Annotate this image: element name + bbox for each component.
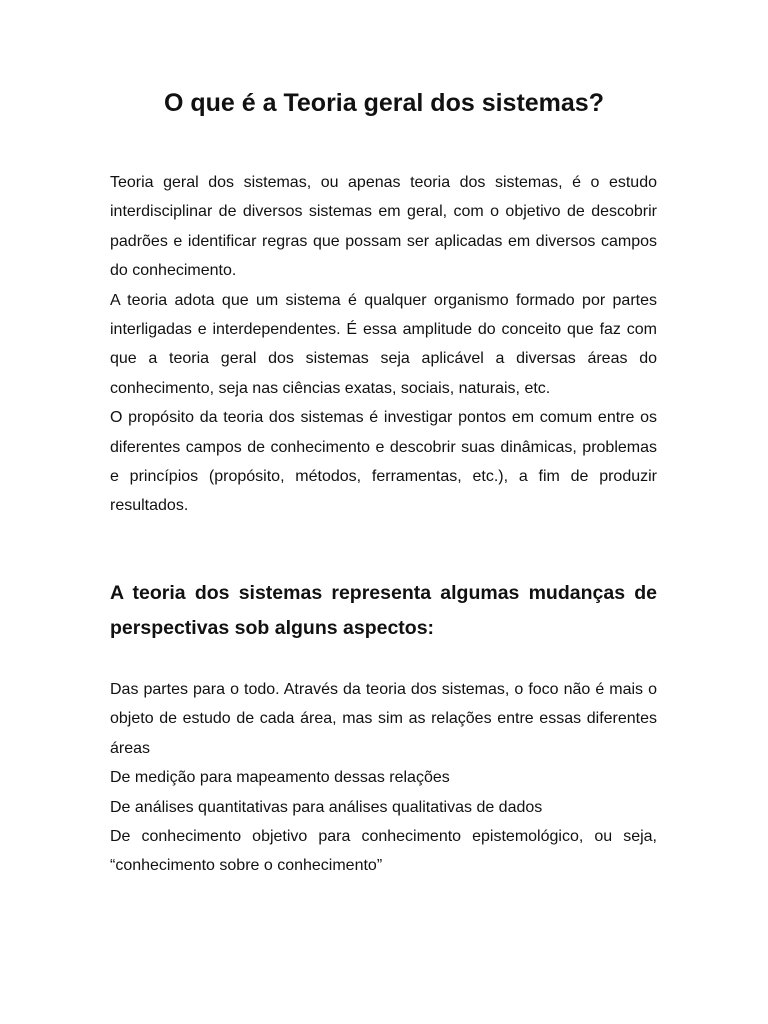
perspective-point-4: De conhecimento objetivo para conhecimento epistemológico, ou seja, “conhecimento sobre o conhecimento” — [110, 828, 657, 875]
section-heading: A teoria dos sistemas representa algumas mudanças de perspectivas sob alguns aspectos: — [110, 582, 657, 639]
perspective-point-1: Das partes para o todo. Através da teoria dos sistemas, o foco não é mais o objeto de estudo de cada área, mas sim as relações entre essas diferentes áreas — [110, 681, 657, 757]
perspective-point-3: De análises quantitativas para análises qualitativas de dados — [110, 798, 543, 816]
intro-paragraph-3: O propósito da teoria dos sistemas é investigar pontos em comum entre os diferentes campos de conhecimento e descobrir suas dinâmicas, problemas e princípios (propósito, métodos, ferramentas, etc.), a fim de produzir resultados. — [110, 409, 657, 515]
intro-section — [110, 168, 657, 521]
intro-paragraph-1: Teoria geral dos sistemas, ou apenas teoria dos sistemas, é o estudo interdisciplinar de diversos sistemas em geral, com o objetivo de descobrir padrões e identificar regras que possam ser aplicadas em diversos campos do conhecimento. — [110, 174, 657, 280]
intro-paragraph-2: A teoria adota que um sistema é qualquer organismo formado por partes interligadas e interdependentes. É essa amplitude do conceito que faz com que a teoria geral dos sistemas seja aplicável a diversas áreas do conhecimento, seja nas ciências exatas, sociais, naturais, etc. — [110, 291, 657, 397]
page-title: O que é a Teoria geral dos sistemas? — [164, 89, 604, 117]
perspective-changes-section — [110, 675, 657, 881]
perspective-point-2: De medição para mapeamento dessas relações — [110, 769, 450, 787]
